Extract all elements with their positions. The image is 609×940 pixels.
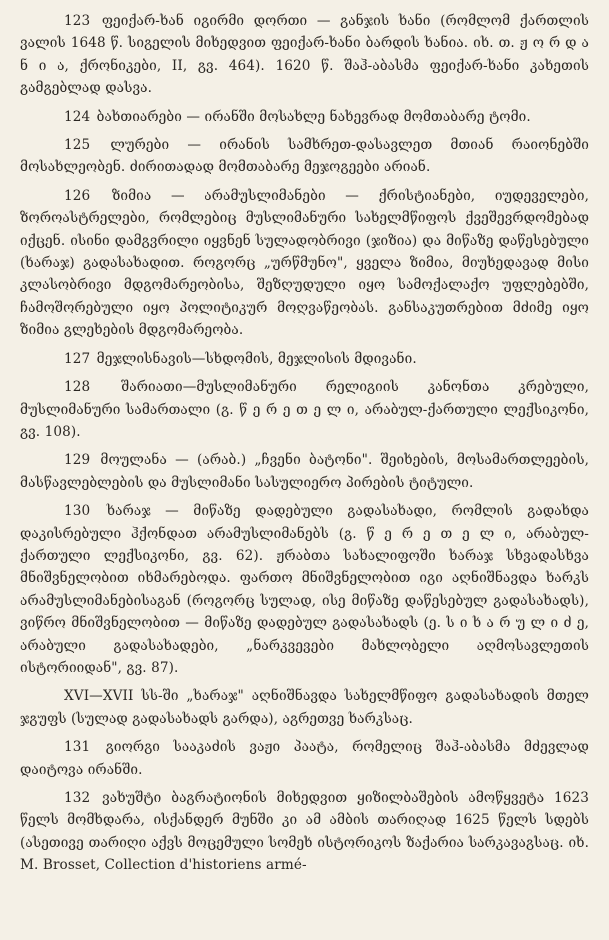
footnote-number: 131 xyxy=(64,739,91,756)
footnote-number: 126 xyxy=(64,187,91,204)
footnote-text: შარიათი—მუსლიმანური რელიგიის კანონთა კრებული, მუსლიმანური სამართალი (გ. წ ე რ ე თ ე ლ ი, არაბულ-ქართული ლექსიკონი, გვ. 108). xyxy=(20,379,589,440)
footnote-128 xyxy=(20,376,589,443)
footnote-127 xyxy=(20,348,589,370)
footnote-number: 132 xyxy=(64,790,91,806)
footnote-text: გიორგი სააკაძის ვაჟი პაატა, რომელიც შაჰ-აბასმა მძევლად დაიტოვა ირანში. xyxy=(20,739,589,778)
footnote-130 xyxy=(20,500,589,679)
footnote-text: XVI—XVII სს-ში „ხარაჯ" აღნიშნავდა სახელმწიფო გადასახადის მთელ ჯგუფს (სულად გადასახადს გარდა), აგრეთვე ხარკსაც. xyxy=(20,688,589,727)
footnote-number: 127 xyxy=(64,350,91,367)
footnote-126 xyxy=(20,185,589,342)
footnote-text: მეჯლისნავის—სხდომის, მეჯლისის მდივანი. xyxy=(96,350,417,367)
footnote-131 xyxy=(20,736,589,781)
footnote-number: 129 xyxy=(64,452,91,469)
footnote-text: ხარაჯ — მიწაზე დადებული გადასახადი, რომლის გადახდა დაკისრებული ჰქონდათ არამუსლიმანებს (გ. წ ე რ ე თ ე ლ ი, არაბულ-ქართული ლექსიკონი, გვ. 62). ჟრაბთა სახალიფოში ხარაჯ სხვადასხვა მნიშვნელობით იხმარებოდა. ფართო მნიშვნელობით იგი აღნიშნავდა ხარკს არამუსლიმანებისაგან (როგორც სულად, ისე მიწაზე დაწესებულ გადასახადს), ვიწრო მნიშვნელობით — მიწაზე დადებულ გადასახადს (ე. ს ი ხ ა რ უ ლ ი ძ ე, არაბული გადასახადები, „ნარკვევები მახლობელი აღმოსავლეთის ისტორიიდან", გვ. 87). xyxy=(20,503,590,676)
footnote-132 xyxy=(20,787,589,877)
footnote-text: ზიმია — არამუსლიმანები — ქრისტიანები, იუდეველები, ზოროასტრელები, რომლებიც მუსლიმანური სახელმწიფოს ქვეშევრდომებად იქცენ. ისინი დამგვრილი იყვნენ სულადობრივი (ჯიზია) და მიწაზე დაწესებული (ხარაჯ) გადასახადით. როგორც „ურწმუნო", ყველა ზიმია, მიუხედავად მისი კლასობრივი მდგომარეობისა, შეზღუდული იყო სამოქალაქო უფლებებში, ჩამოშორებული იყო პოლიტიკურ მოღვაწეობას. განსაკუთრებით მძიმე იყო ზიმია გლეხების მდგომარეობა. xyxy=(20,187,590,339)
footnote-124 xyxy=(20,106,589,128)
footnote-text: ფეიქარ-ხან იგირმი დორთი — განჯის ხანი (რომლომ ქართლის ვალის 1648 წ. სიგელის მიხედვით ფეიქარ-ხანი ბარდის ხანია. იხ. თ. ჟ ო რ დ ა ნ ი ა, ქრონიკები, II, გვ. 464). 1620 წ. შაჰ-აბასმა ფეიქარ-ხანი კახეთის გამგებლად დასვა. xyxy=(20,13,589,97)
footnote-number: 124 xyxy=(64,108,91,125)
footnote-130-continued xyxy=(20,685,589,730)
footnote-number: 128 xyxy=(64,379,91,396)
footnote-text: ბახთიარები — ირანში მოსახლე ნახევრად მომთაბარე ტომი. xyxy=(96,108,531,125)
footnote-number: 130 xyxy=(64,503,91,520)
footnote-number: 123 xyxy=(64,13,91,29)
footnote-125 xyxy=(20,134,589,179)
footnote-123 xyxy=(20,10,589,100)
footnote-text: ლურები — ირანის სამხრეთ-დასავლეთ მთიან რაიონებში მოსახლეობენ. ძირითადად მომთაბარე მეჯოგეები არიან. xyxy=(20,137,589,176)
footnote-number: 125 xyxy=(64,137,91,154)
footnote-text: მოულანა — (არაბ.) „ჩვენი ბატონი". შეიხების, მოსამართლეების, მასწავლებლების და მუსლიმანი სასულიერო პირების ტიტული. xyxy=(20,452,590,491)
footnote-text: ვახუშტი ბაგრატიონის მიხედვით ყიზილბაშების ამოწყვეტა 1623 წელს მომხდარა, ისქანდერ მუნში კი ამ ამბის თარიღად 1625 წელს სდებს (ასეთივე თარიღი აქვს მოცემული სომეხ ისტორიკოს ზაქარია სარკავაგსაც. იხ. M. Brosset, Collection d'historiens armé- xyxy=(20,790,589,874)
footnote-129 xyxy=(20,449,589,494)
